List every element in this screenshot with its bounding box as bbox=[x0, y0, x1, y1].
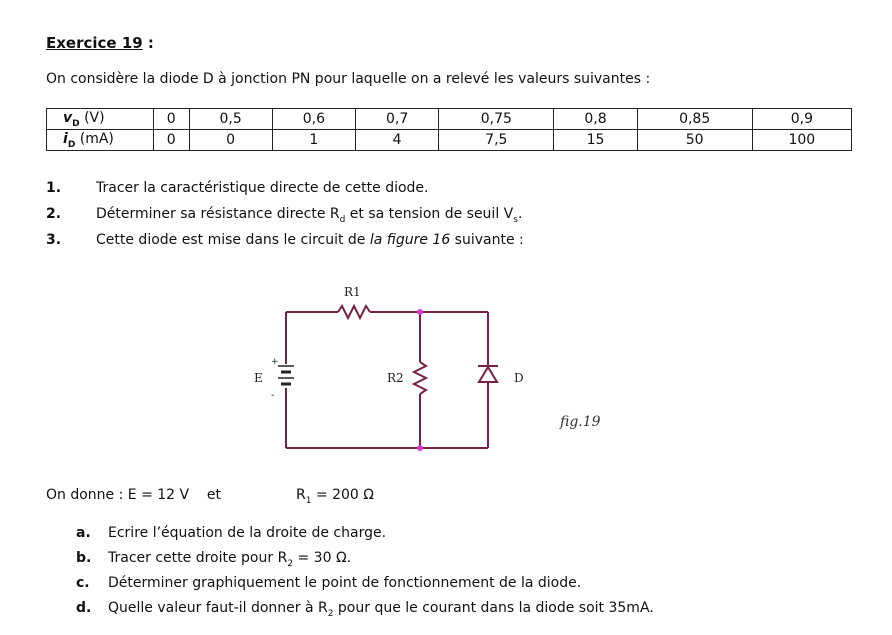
battery-plus-sign: + bbox=[271, 357, 279, 367]
subquestion-d bbox=[76, 600, 654, 619]
question-number: 3. bbox=[46, 232, 62, 248]
given-e: On donne : E = 12 V et bbox=[46, 487, 221, 503]
given-values bbox=[46, 487, 374, 506]
resistor-r2 bbox=[414, 362, 426, 394]
table-cell: 15 bbox=[554, 130, 637, 151]
table-cell: 0,75 bbox=[439, 109, 554, 130]
subquestion-c bbox=[76, 575, 581, 591]
resistor-r1 bbox=[338, 306, 370, 318]
subquestion-letter: a. bbox=[76, 525, 91, 541]
question-number: 2. bbox=[46, 206, 62, 222]
subquestion-letter: b. bbox=[76, 550, 92, 566]
table-cell: 0 bbox=[154, 109, 190, 130]
question-text: Tracer la caractéristique directe de cette diode. bbox=[96, 180, 429, 196]
r2-label: R2 bbox=[387, 371, 404, 385]
given-r1: $R_1 = 200$ Ω bbox=[296, 487, 374, 506]
exercise-title-suffix: : bbox=[142, 34, 154, 52]
subquestion-a bbox=[76, 525, 386, 541]
table-cell: 0 bbox=[154, 130, 190, 151]
subquestion-b bbox=[76, 550, 351, 569]
circuit-diagram bbox=[250, 278, 630, 468]
table-cell: 0,6 bbox=[272, 109, 355, 130]
table-cell: 0,9 bbox=[752, 109, 851, 130]
row-header-vd: $v_D$ (V) bbox=[47, 109, 154, 130]
table-cell: 100 bbox=[752, 130, 851, 151]
table-cell: 0,85 bbox=[637, 109, 752, 130]
battery-minus-sign: - bbox=[271, 390, 275, 401]
question-text: Cette diode est mise dans le circuit de la figure 16 suivante : bbox=[96, 232, 524, 248]
question-number: 1. bbox=[46, 180, 62, 196]
table-cell: 0,7 bbox=[356, 109, 439, 130]
question-text: Déterminer sa résistance directe $R_d$ et sa tension de seuil $V_s$. bbox=[96, 206, 523, 225]
table-cell: 4 bbox=[356, 130, 439, 151]
subquestion-text: Quelle valeur faut-il donner à $R_2$ pour que le courant dans la diode soit 35mA. bbox=[108, 600, 654, 619]
subquestion-text: Tracer cette droite pour $R_2 = 30$ Ω. bbox=[108, 550, 352, 569]
junction-node-top bbox=[417, 309, 423, 315]
subquestion-letter: c. bbox=[76, 575, 90, 591]
table-row-vd bbox=[47, 109, 852, 130]
subquestion-text: Ecrire l’équation de la droite de charge. bbox=[108, 525, 387, 541]
table-cell: 7,5 bbox=[439, 130, 554, 151]
table-row-id bbox=[47, 130, 852, 151]
r1-label: R1 bbox=[344, 285, 361, 299]
figure-caption: fig.19 bbox=[560, 414, 601, 430]
table-cell: 0,5 bbox=[189, 109, 272, 130]
diode-values-table bbox=[46, 108, 852, 151]
table-cell: 50 bbox=[637, 130, 752, 151]
table-cell: 1 bbox=[272, 130, 355, 151]
table-cell: 0,8 bbox=[554, 109, 637, 130]
d-label: D bbox=[514, 371, 524, 385]
subquestion-text: Déterminer graphiquement le point de fonctionnement de la diode. bbox=[108, 575, 582, 591]
row-header-id: $i_D$ (mA) bbox=[47, 130, 154, 151]
e-label: E bbox=[254, 371, 263, 385]
diode-symbol bbox=[479, 367, 497, 382]
exercise-intro: On considère la diode D à jonction PN pour laquelle on a relevé les valeurs suivantes : bbox=[46, 71, 651, 87]
junction-node-bottom bbox=[417, 445, 423, 451]
subquestion-letter: d. bbox=[76, 600, 92, 616]
exercise-title bbox=[46, 34, 154, 52]
table-cell: 0 bbox=[189, 130, 272, 151]
battery-e bbox=[278, 366, 294, 384]
exercise-title-text: Exercice 19 bbox=[46, 34, 143, 52]
